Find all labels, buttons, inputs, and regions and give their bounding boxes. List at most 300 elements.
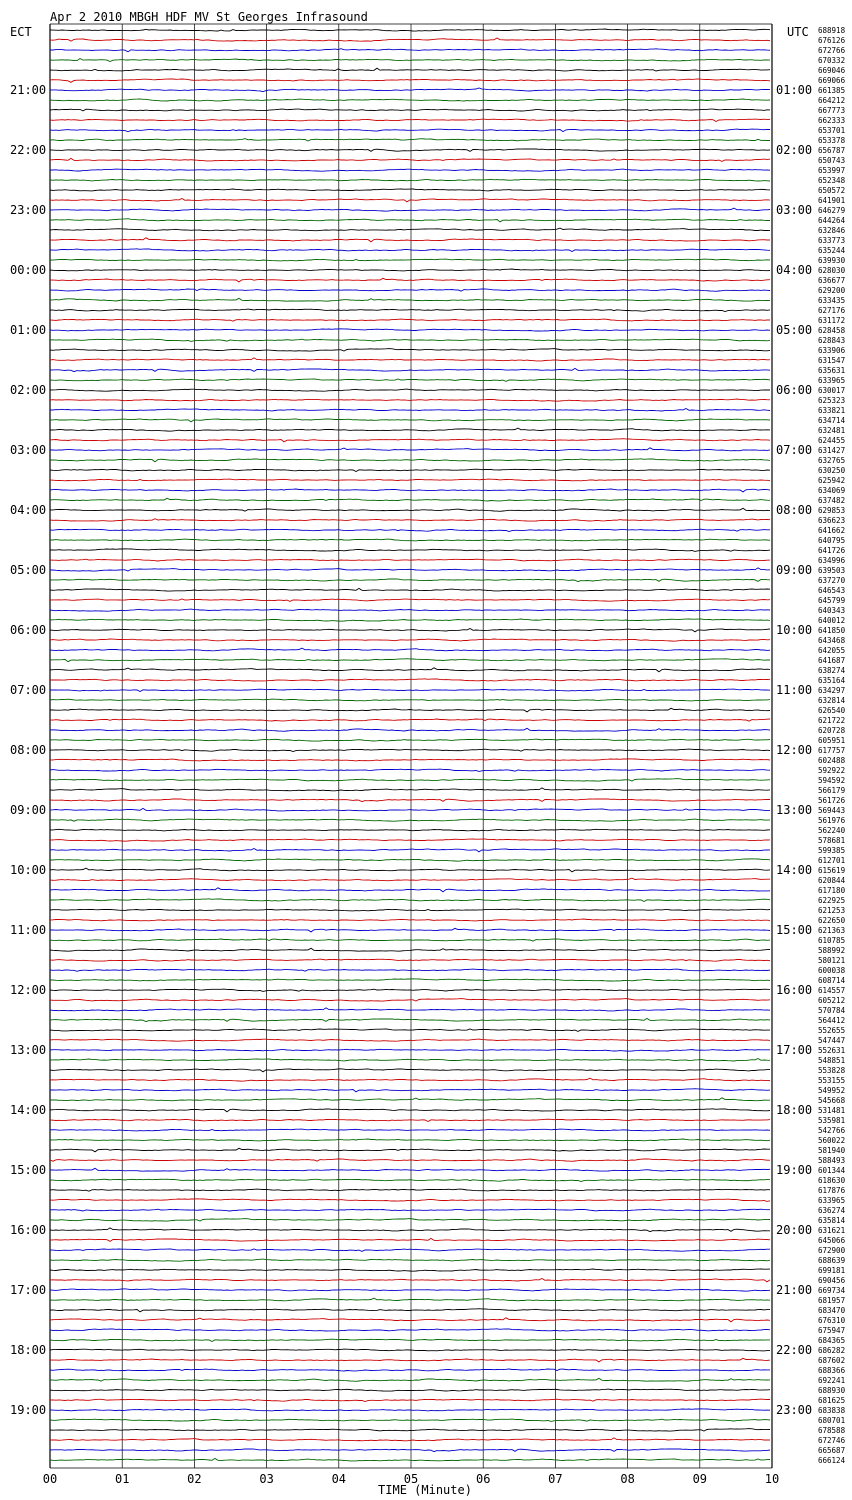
trace-value-label: 683470 bbox=[818, 1306, 846, 1315]
left-hour-label: 03:00 bbox=[10, 443, 47, 457]
chart-title: Apr 2 2010 MBGH HDF MV St Georges Infrasound bbox=[50, 10, 368, 24]
trace-138 bbox=[50, 1409, 770, 1411]
trace-48 bbox=[50, 508, 770, 511]
trace-value-label: 644264 bbox=[818, 216, 846, 225]
trace-45 bbox=[50, 479, 770, 481]
trace-value-label: 684365 bbox=[818, 1336, 846, 1345]
trace-value-label: 634714 bbox=[818, 416, 846, 425]
trace-value-label: 641662 bbox=[818, 526, 846, 535]
trace-value-label: 552655 bbox=[818, 1026, 846, 1035]
trace-value-label: 562240 bbox=[818, 826, 846, 835]
x-tick-label: 03 bbox=[259, 1472, 274, 1486]
trace-14 bbox=[50, 169, 770, 171]
trace-95 bbox=[50, 979, 770, 981]
trace-value-label: 560022 bbox=[818, 1136, 846, 1145]
trace-117 bbox=[50, 1199, 770, 1202]
right-hour-labels bbox=[776, 83, 812, 1417]
right-hour-label: 19:00 bbox=[776, 1163, 813, 1177]
trace-value-label: 594592 bbox=[818, 776, 846, 785]
right-hour-label: 09:00 bbox=[776, 563, 813, 577]
trace-value-label: 621722 bbox=[818, 716, 846, 725]
trace-value-label: 617180 bbox=[818, 886, 846, 895]
trace-127 bbox=[50, 1298, 770, 1301]
trace-value-label: 588992 bbox=[818, 946, 846, 955]
trace-97 bbox=[50, 999, 770, 1002]
trace-121 bbox=[50, 1238, 770, 1241]
right-hour-label: 16:00 bbox=[776, 983, 813, 997]
trace-value-label: 633435 bbox=[818, 296, 846, 305]
left-hour-label: 12:00 bbox=[10, 983, 47, 997]
trace-5 bbox=[50, 79, 770, 82]
trace-value-label: 632814 bbox=[818, 696, 846, 705]
trace-value-label: 592922 bbox=[818, 766, 846, 775]
left-hour-label: 09:00 bbox=[10, 803, 47, 817]
trace-16 bbox=[50, 189, 770, 191]
trace-93 bbox=[50, 959, 770, 961]
trace-31 bbox=[50, 339, 770, 341]
right-hour-label: 14:00 bbox=[776, 863, 813, 877]
trace-value-label: 639503 bbox=[818, 566, 846, 575]
trace-124 bbox=[50, 1269, 770, 1271]
right-hour-label: 17:00 bbox=[776, 1043, 813, 1057]
trace-value-label: 692241 bbox=[818, 1376, 846, 1385]
trace-value-label: 629853 bbox=[818, 506, 846, 515]
trace-20 bbox=[50, 228, 770, 231]
trace-99 bbox=[50, 1018, 770, 1021]
trace-70 bbox=[50, 728, 770, 731]
trace-value-label: 631621 bbox=[818, 1226, 846, 1235]
trace-value-labels bbox=[818, 26, 846, 1465]
trace-value-label: 652348 bbox=[818, 176, 846, 185]
trace-13 bbox=[50, 158, 770, 161]
trace-76 bbox=[50, 788, 770, 791]
trace-value-label: 640795 bbox=[818, 536, 846, 545]
trace-24 bbox=[50, 269, 770, 271]
left-hour-label: 23:00 bbox=[10, 203, 47, 217]
right-hour-label: 21:00 bbox=[776, 1283, 813, 1297]
trace-21 bbox=[50, 238, 770, 242]
trace-value-label: 547447 bbox=[818, 1036, 846, 1045]
trace-value-label: 676126 bbox=[818, 36, 846, 45]
trace-value-label: 637270 bbox=[818, 576, 846, 585]
trace-value-label: 569443 bbox=[818, 806, 846, 815]
trace-17 bbox=[50, 199, 770, 202]
trace-110 bbox=[50, 1129, 770, 1131]
left-hour-label: 18:00 bbox=[10, 1343, 47, 1357]
trace-107 bbox=[50, 1098, 770, 1101]
trace-43 bbox=[50, 459, 770, 462]
trace-value-label: 675947 bbox=[818, 1326, 846, 1335]
trace-27 bbox=[50, 298, 770, 301]
trace-29 bbox=[50, 319, 770, 321]
trace-value-label: 633906 bbox=[818, 346, 846, 355]
right-hour-label: 08:00 bbox=[776, 503, 813, 517]
left-hour-label: 17:00 bbox=[10, 1283, 47, 1297]
trace-value-label: 561976 bbox=[818, 816, 846, 825]
trace-128 bbox=[50, 1309, 770, 1312]
trace-value-label: 549952 bbox=[818, 1086, 846, 1095]
trace-72 bbox=[50, 749, 770, 751]
trace-value-label: 628458 bbox=[818, 326, 846, 335]
trace-53 bbox=[50, 559, 770, 561]
trace-112 bbox=[50, 1148, 770, 1152]
trace-value-label: 620844 bbox=[818, 876, 846, 885]
trace-value-label: 631547 bbox=[818, 356, 846, 365]
trace-value-label: 631172 bbox=[818, 316, 846, 325]
left-hour-label: 22:00 bbox=[10, 143, 47, 157]
trace-value-label: 601344 bbox=[818, 1166, 846, 1175]
trace-value-label: 642055 bbox=[818, 646, 846, 655]
trace-103 bbox=[50, 1059, 770, 1062]
trace-61 bbox=[50, 639, 770, 641]
trace-30 bbox=[50, 329, 770, 331]
right-hour-label: 22:00 bbox=[776, 1343, 813, 1357]
left-hour-label: 15:00 bbox=[10, 1163, 47, 1177]
trace-value-label: 631427 bbox=[818, 446, 846, 455]
trace-77 bbox=[50, 799, 770, 802]
trace-value-label: 641687 bbox=[818, 656, 846, 665]
trace-value-label: 630250 bbox=[818, 466, 846, 475]
right-hour-label: 20:00 bbox=[776, 1223, 813, 1237]
trace-105 bbox=[50, 1078, 770, 1081]
right-hour-label: 06:00 bbox=[776, 383, 813, 397]
trace-2 bbox=[50, 49, 770, 52]
right-hour-label: 02:00 bbox=[776, 143, 813, 157]
right-zone-label: UTC bbox=[787, 25, 809, 39]
trace-26 bbox=[50, 289, 770, 291]
trace-value-label: 600038 bbox=[818, 966, 846, 975]
left-hour-label: 01:00 bbox=[10, 323, 47, 337]
trace-value-label: 620728 bbox=[818, 726, 846, 735]
left-zone-label: ECT bbox=[10, 25, 32, 39]
trace-value-label: 641901 bbox=[818, 196, 846, 205]
trace-value-label: 640343 bbox=[818, 606, 846, 615]
left-hour-label: 19:00 bbox=[10, 1403, 47, 1417]
trace-value-label: 641850 bbox=[818, 626, 846, 635]
trace-value-label: 580121 bbox=[818, 956, 846, 965]
trace-87 bbox=[50, 899, 770, 902]
trace-4 bbox=[50, 68, 770, 71]
trace-value-label: 690456 bbox=[818, 1276, 846, 1285]
trace-96 bbox=[50, 989, 770, 991]
trace-37 bbox=[50, 399, 770, 401]
trace-value-label: 666124 bbox=[818, 1456, 846, 1465]
trace-88 bbox=[50, 909, 770, 911]
right-hour-label: 01:00 bbox=[776, 83, 813, 97]
trace-116 bbox=[50, 1189, 770, 1191]
trace-46 bbox=[50, 489, 770, 492]
trace-74 bbox=[50, 769, 770, 771]
trace-51 bbox=[50, 539, 770, 541]
trace-value-label: 672766 bbox=[818, 46, 846, 55]
trace-25 bbox=[50, 278, 770, 282]
x-tick-label: 00 bbox=[42, 1472, 58, 1486]
trace-value-label: 643468 bbox=[818, 636, 846, 645]
trace-125 bbox=[50, 1279, 770, 1282]
trace-value-label: 646279 bbox=[818, 206, 846, 215]
trace-15 bbox=[50, 179, 770, 181]
trace-value-label: 639930 bbox=[818, 256, 846, 265]
right-hour-label: 07:00 bbox=[776, 443, 813, 457]
trace-value-label: 633965 bbox=[818, 1196, 846, 1205]
trace-value-label: 535981 bbox=[818, 1116, 846, 1125]
trace-81 bbox=[50, 839, 770, 841]
x-tick-label: 05 bbox=[403, 1472, 419, 1486]
trace-value-label: 617876 bbox=[818, 1186, 846, 1195]
left-hour-label: 10:00 bbox=[10, 863, 47, 877]
trace-value-label: 661385 bbox=[818, 86, 846, 95]
trace-value-label: 636623 bbox=[818, 516, 846, 525]
trace-130 bbox=[50, 1329, 770, 1331]
trace-136 bbox=[50, 1389, 770, 1391]
trace-73 bbox=[50, 759, 770, 761]
x-tick-label: 01 bbox=[114, 1472, 130, 1486]
trace-value-label: 669046 bbox=[818, 66, 846, 75]
trace-value-label: 653701 bbox=[818, 126, 846, 135]
trace-98 bbox=[50, 1008, 770, 1011]
trace-value-label: 566179 bbox=[818, 786, 846, 795]
x-tick-label: 07 bbox=[548, 1472, 563, 1486]
trace-value-label: 553155 bbox=[818, 1076, 846, 1085]
right-hour-label: 05:00 bbox=[776, 323, 813, 337]
trace-value-label: 581940 bbox=[818, 1146, 846, 1155]
trace-135 bbox=[50, 1378, 770, 1381]
trace-value-label: 687602 bbox=[818, 1356, 846, 1365]
right-hour-label: 11:00 bbox=[776, 683, 813, 697]
right-hour-label: 15:00 bbox=[776, 923, 813, 937]
trace-value-label: 610785 bbox=[818, 936, 846, 945]
trace-value-label: 617757 bbox=[818, 746, 846, 755]
trace-141 bbox=[50, 1438, 770, 1441]
left-hour-label: 02:00 bbox=[10, 383, 47, 397]
trace-value-label: 622925 bbox=[818, 896, 846, 905]
trace-34 bbox=[50, 368, 770, 371]
trace-value-label: 688366 bbox=[818, 1366, 846, 1375]
trace-40 bbox=[50, 428, 770, 431]
left-hour-label: 07:00 bbox=[10, 683, 47, 697]
trace-126 bbox=[50, 1289, 770, 1291]
trace-value-label: 635244 bbox=[818, 246, 846, 255]
trace-value-label: 636274 bbox=[818, 1206, 846, 1215]
trace-value-label: 683838 bbox=[818, 1406, 846, 1415]
trace-84 bbox=[50, 868, 770, 872]
trace-value-label: 632846 bbox=[818, 226, 846, 235]
right-hour-label: 12:00 bbox=[776, 743, 813, 757]
trace-value-label: 632765 bbox=[818, 456, 846, 465]
trace-78 bbox=[50, 808, 770, 811]
trace-value-label: 618630 bbox=[818, 1176, 846, 1185]
trace-value-label: 626540 bbox=[818, 706, 846, 715]
trace-75 bbox=[50, 779, 770, 782]
trace-9 bbox=[50, 119, 770, 121]
left-hour-label: 16:00 bbox=[10, 1223, 47, 1237]
trace-12 bbox=[50, 149, 770, 151]
trace-129 bbox=[50, 1318, 770, 1322]
trace-79 bbox=[50, 819, 770, 821]
left-hour-label: 11:00 bbox=[10, 923, 47, 937]
left-hour-label: 04:00 bbox=[10, 503, 47, 517]
right-hour-label: 10:00 bbox=[776, 623, 813, 637]
trace-value-label: 625323 bbox=[818, 396, 846, 405]
x-tick-label: 04 bbox=[331, 1472, 347, 1486]
trace-value-label: 665687 bbox=[818, 1446, 846, 1455]
trace-value-label: 637482 bbox=[818, 496, 846, 505]
trace-38 bbox=[50, 409, 770, 412]
trace-value-label: 646543 bbox=[818, 586, 846, 595]
trace-value-label: 664212 bbox=[818, 96, 846, 105]
trace-134 bbox=[50, 1369, 770, 1371]
trace-value-label: 561726 bbox=[818, 796, 846, 805]
trace-28 bbox=[50, 309, 770, 311]
trace-value-label: 633773 bbox=[818, 236, 846, 245]
trace-63 bbox=[50, 659, 770, 662]
left-hour-label: 06:00 bbox=[10, 623, 47, 637]
x-tick-label: 06 bbox=[475, 1472, 491, 1486]
trace-89 bbox=[50, 919, 770, 921]
trace-91 bbox=[50, 939, 770, 941]
trace-value-label: 635814 bbox=[818, 1216, 846, 1225]
trace-57 bbox=[50, 599, 770, 601]
trace-value-label: 688918 bbox=[818, 26, 846, 35]
x-axis-label: TIME (Minute) bbox=[378, 1483, 472, 1497]
trace-value-label: 688639 bbox=[818, 1256, 846, 1265]
trace-0 bbox=[50, 29, 770, 31]
trace-108 bbox=[50, 1109, 770, 1112]
trace-86 bbox=[50, 888, 770, 892]
left-hour-label: 21:00 bbox=[10, 83, 47, 97]
left-hour-label: 05:00 bbox=[10, 563, 47, 577]
trace-92 bbox=[50, 948, 770, 951]
trace-11 bbox=[50, 139, 770, 141]
right-hour-label: 04:00 bbox=[776, 263, 813, 277]
trace-value-label: 578681 bbox=[818, 836, 846, 845]
trace-10 bbox=[50, 129, 770, 132]
trace-value-label: 672900 bbox=[818, 1246, 846, 1255]
trace-value-label: 672746 bbox=[818, 1436, 846, 1445]
trace-83 bbox=[50, 859, 770, 861]
trace-50 bbox=[50, 529, 770, 531]
trace-123 bbox=[50, 1259, 770, 1261]
trace-114 bbox=[50, 1168, 770, 1171]
trace-49 bbox=[50, 519, 770, 521]
trace-66 bbox=[50, 689, 770, 691]
trace-36 bbox=[50, 389, 770, 391]
right-hour-label: 13:00 bbox=[776, 803, 813, 817]
trace-6 bbox=[50, 88, 770, 92]
trace-68 bbox=[50, 708, 770, 712]
trace-41 bbox=[50, 439, 770, 442]
trace-value-label: 605951 bbox=[818, 736, 846, 745]
trace-122 bbox=[50, 1249, 770, 1251]
trace-value-label: 656787 bbox=[818, 146, 846, 155]
trace-value-label: 570784 bbox=[818, 1006, 846, 1015]
trace-22 bbox=[50, 249, 770, 252]
trace-90 bbox=[50, 928, 770, 932]
trace-value-label: 628030 bbox=[818, 266, 846, 275]
trace-56 bbox=[50, 588, 770, 591]
traces bbox=[50, 29, 770, 1461]
trace-value-label: 634069 bbox=[818, 486, 846, 495]
trace-1 bbox=[50, 38, 770, 41]
right-hour-label: 18:00 bbox=[776, 1103, 813, 1117]
trace-69 bbox=[50, 719, 770, 721]
trace-value-label: 635631 bbox=[818, 366, 846, 375]
x-tick-label: 10 bbox=[764, 1472, 780, 1486]
trace-value-label: 548851 bbox=[818, 1056, 846, 1065]
trace-64 bbox=[50, 668, 770, 672]
trace-value-label: 621253 bbox=[818, 906, 846, 915]
trace-139 bbox=[50, 1419, 770, 1421]
trace-value-label: 681625 bbox=[818, 1396, 846, 1405]
trace-132 bbox=[50, 1349, 770, 1351]
trace-value-label: 552631 bbox=[818, 1046, 846, 1055]
trace-131 bbox=[50, 1339, 770, 1341]
trace-94 bbox=[50, 969, 770, 971]
trace-143 bbox=[50, 1458, 770, 1461]
trace-101 bbox=[50, 1039, 770, 1041]
trace-value-label: 625942 bbox=[818, 476, 846, 485]
trace-19 bbox=[50, 219, 770, 222]
trace-18 bbox=[50, 208, 770, 211]
trace-value-label: 608714 bbox=[818, 976, 846, 985]
trace-65 bbox=[50, 679, 770, 681]
trace-52 bbox=[50, 549, 770, 552]
trace-137 bbox=[50, 1399, 770, 1401]
trace-value-label: 645066 bbox=[818, 1236, 846, 1245]
trace-82 bbox=[50, 849, 770, 852]
trace-value-label: 602488 bbox=[818, 756, 846, 765]
trace-58 bbox=[50, 609, 770, 611]
left-hour-label: 00:00 bbox=[10, 263, 47, 277]
trace-value-label: 615619 bbox=[818, 866, 846, 875]
trace-value-label: 667773 bbox=[818, 106, 846, 115]
trace-value-label: 680701 bbox=[818, 1416, 846, 1425]
trace-value-label: 669734 bbox=[818, 1286, 846, 1295]
trace-value-label: 681957 bbox=[818, 1296, 846, 1305]
trace-value-label: 653997 bbox=[818, 166, 846, 175]
trace-113 bbox=[50, 1159, 770, 1161]
trace-85 bbox=[50, 878, 770, 881]
trace-44 bbox=[50, 469, 770, 471]
trace-value-label: 686282 bbox=[818, 1346, 846, 1355]
trace-3 bbox=[50, 59, 770, 62]
right-hour-label: 23:00 bbox=[776, 1403, 813, 1417]
trace-value-label: 645799 bbox=[818, 596, 846, 605]
left-hour-label: 14:00 bbox=[10, 1103, 47, 1117]
trace-23 bbox=[50, 259, 770, 261]
trace-140 bbox=[50, 1429, 770, 1432]
trace-value-label: 564412 bbox=[818, 1016, 846, 1025]
trace-value-label: 588493 bbox=[818, 1156, 846, 1165]
trace-32 bbox=[50, 349, 770, 352]
trace-value-label: 629200 bbox=[818, 286, 846, 295]
trace-value-label: 628843 bbox=[818, 336, 846, 345]
trace-value-label: 632481 bbox=[818, 426, 846, 435]
trace-value-label: 624455 bbox=[818, 436, 846, 445]
trace-42 bbox=[50, 448, 770, 451]
x-tick-label: 09 bbox=[692, 1472, 708, 1486]
left-hour-label: 13:00 bbox=[10, 1043, 47, 1057]
trace-value-label: 612701 bbox=[818, 856, 846, 865]
trace-value-label: 634297 bbox=[818, 686, 846, 695]
trace-67 bbox=[50, 699, 770, 701]
trace-value-label: 627176 bbox=[818, 306, 846, 315]
trace-39 bbox=[50, 419, 770, 422]
trace-value-label: 633965 bbox=[818, 376, 846, 385]
trace-value-label: 669066 bbox=[818, 76, 846, 85]
trace-109 bbox=[50, 1119, 770, 1121]
trace-111 bbox=[50, 1139, 770, 1141]
